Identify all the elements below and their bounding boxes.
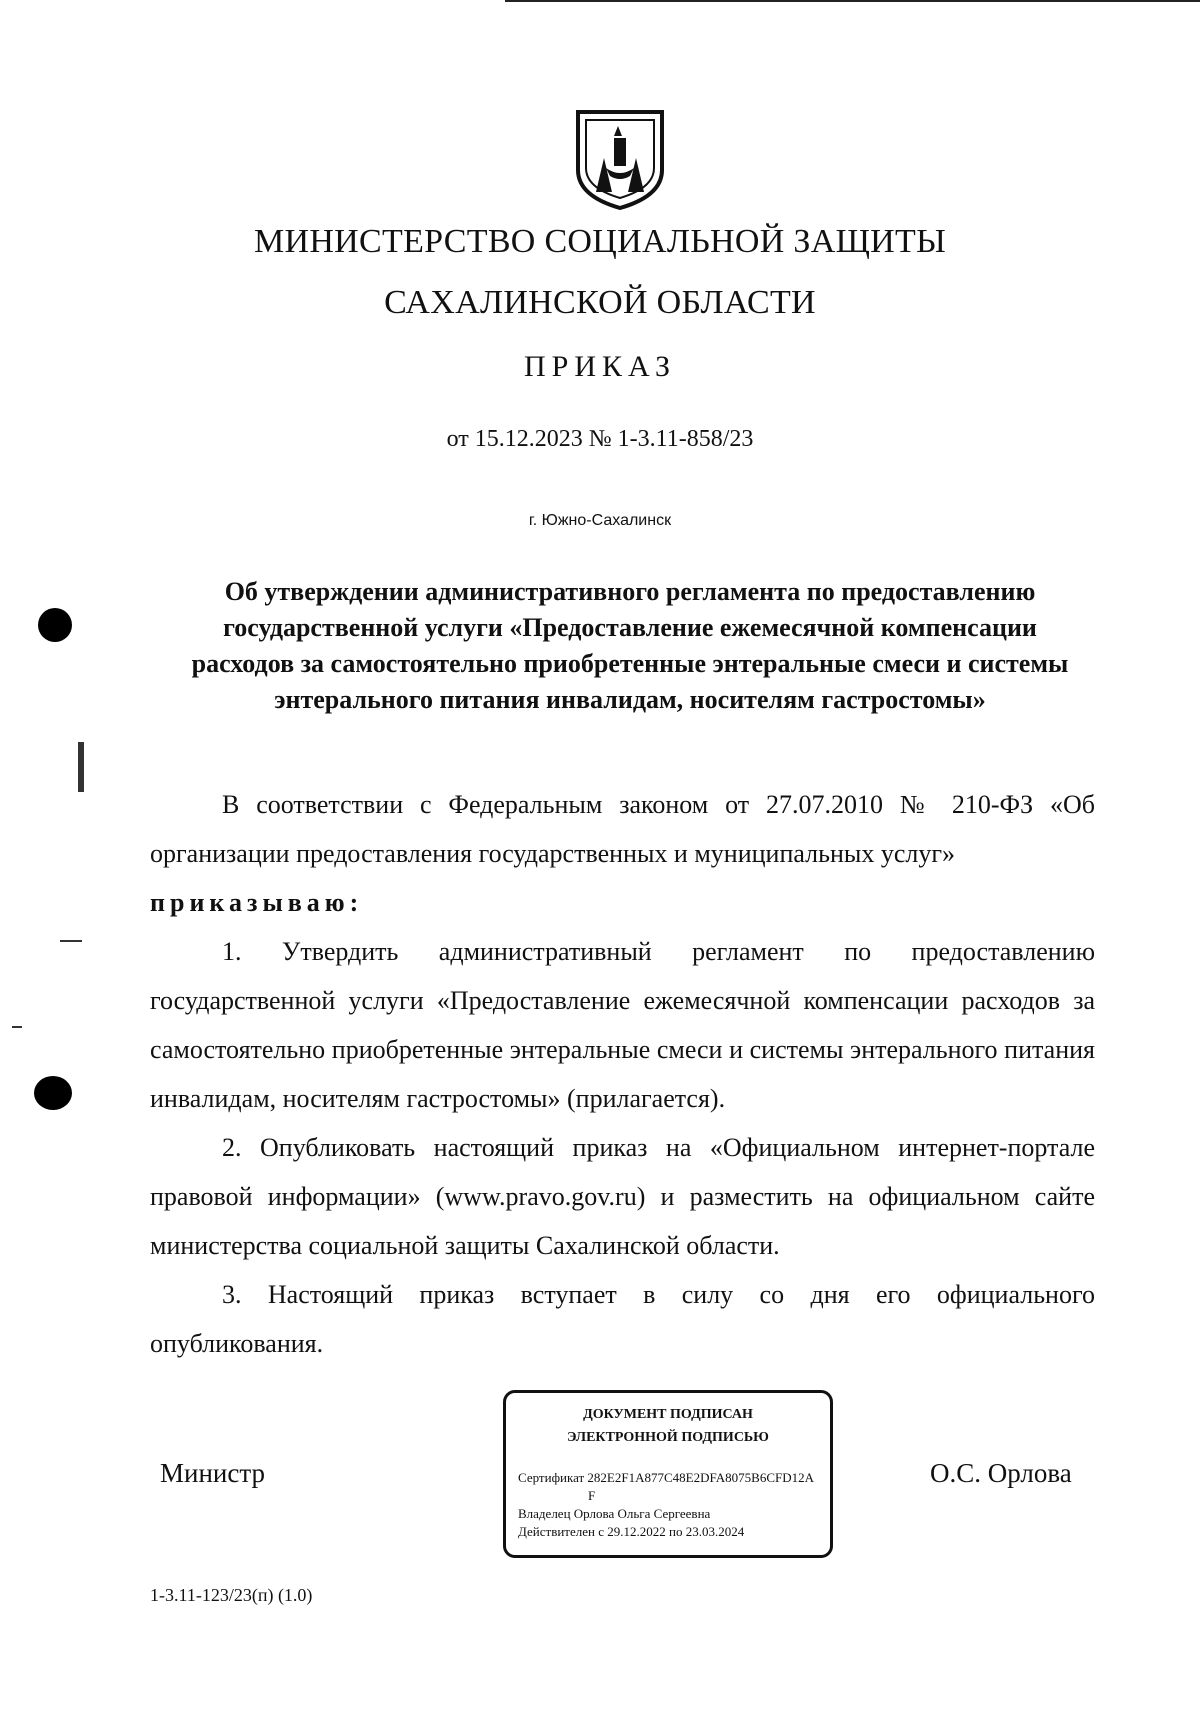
order-title-line: Об утверждении административного регламента по предоставлению (224, 577, 1036, 606)
order-title-line: энтерального питания инвалидам, носителям гастростомы» (274, 685, 986, 714)
city-label: г. Южно-Сахалинск (528, 512, 672, 529)
ministry-title-line1: МИНИСТЕРСТВО СОЦИАЛЬНОЙ ЗАЩИТЫ (253, 223, 947, 260)
binder-hole-mark (38, 608, 72, 642)
stamp-certificate-tail: F (588, 1488, 596, 1503)
order-title-line: государственной услуги «Предоставление ежемесячной компенсации (223, 613, 1037, 642)
scan-edge-line (505, 0, 1200, 2)
scan-speck (78, 742, 84, 792)
document-type: ПРИКАЗ (524, 350, 676, 383)
order-word: приказываю: (150, 888, 364, 917)
item-2: 2. Опубликовать настоящий приказ на «Официальном интернет-портале правовой информации» (www.pravo.gov.ru) и разместить на официальном сайте министерства социальной защиты Сахалинской области. (150, 1133, 1095, 1260)
scan-speck (60, 940, 82, 942)
item-1: 1. Утвердить административный регламент по предоставлению государственной услуги «Предоставление ежемесячной компенсации расходов за самостоятельно приобретенные энтеральные смеси и системы энтерального питания инвалидам, носителям гастростомы» (прилагается). (150, 937, 1095, 1113)
stamp-validity: Действителен с 29.12.2022 по 23.03.2024 (518, 1524, 745, 1539)
binder-hole-mark (34, 1076, 72, 1110)
stamp-title-line2: ЭЛЕКТРОННОЙ ПОДПИСЬЮ (567, 1430, 769, 1445)
scan-speck (12, 1026, 22, 1028)
order-title (150, 574, 1110, 718)
stamp-owner: Владелец Орлова Ольга Сергеевна (518, 1506, 711, 1521)
order-body (150, 780, 1095, 1368)
coat-of-arms-emblem (574, 108, 666, 212)
item-3: 3. Настоящий приказ вступает в силу со дня его официального опубликования. (150, 1280, 1095, 1358)
stamp-title-line1: ДОКУМЕНТ ПОДПИСАН (583, 1407, 753, 1422)
order-title-line: расходов за самостоятельно приобретенные энтеральные смеси и системы (191, 649, 1069, 678)
signatory-name: О.С. Орлова (930, 1458, 1072, 1488)
intro-paragraph: В соответствии с Федеральным законом от 27.07.2010 № 210-ФЗ «Об организации предоставления государственных и муниципальных услуг» (150, 790, 1095, 868)
electronic-signature-stamp (503, 1390, 833, 1558)
signatory-position: Министр (160, 1458, 265, 1488)
ministry-title-line2: САХАЛИНСКОЙ ОБЛАСТИ (384, 284, 816, 321)
stamp-certificate: Сертификат 282E2F1A877C48E2DFA8075B6CFD12A (518, 1470, 814, 1485)
document-code: 1-3.11-123/23(п) (1.0) (150, 1585, 313, 1605)
date-and-number: от 15.12.2023 № 1-3.11-858/23 (446, 426, 754, 452)
